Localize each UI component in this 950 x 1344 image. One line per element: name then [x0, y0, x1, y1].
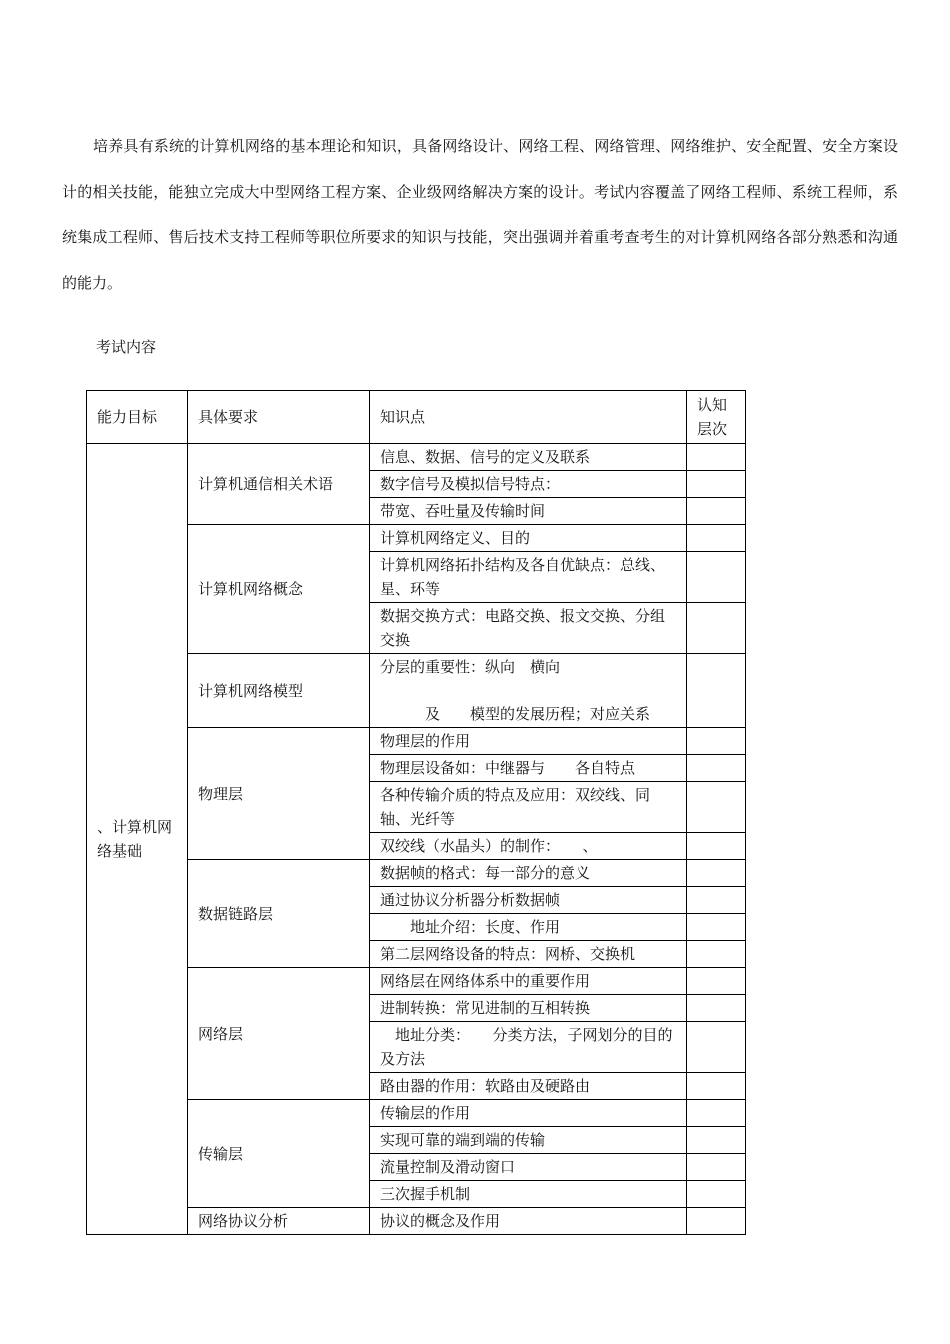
knowledge-cell: 计算机网络拓扑结构及各自优缺点：总线、星、环等 — [370, 552, 687, 603]
syllabus-table — [86, 390, 746, 1235]
knowledge-cell: 信息、数据、信号的定义及联系 — [370, 444, 687, 471]
knowledge-cell: 物理层设备如：中继器与 各自特点 — [370, 755, 687, 782]
header-requirement: 具体要求 — [188, 391, 370, 444]
knowledge-cell: 进制转换：常见进制的互相转换 — [370, 995, 687, 1022]
knowledge-cell: 通过协议分析器分析数据帧 — [370, 887, 687, 914]
knowledge-cell — [370, 654, 687, 728]
intro-paragraph: 培养具有系统的计算机网络的基本理论和知识，具备网络设计、网络工程、网络管理、网络维护、安全配置、安全方案设计的相关技能，能独立完成大中型网络工程方案、企业级网络解决方案的设计。考试内容覆盖了网络工程师、系统工程师，系统集成工程师、售后技术支持工程师等职位所要求的知识与技能，突出强调并着重考查考生的对计算机网络各部分熟悉和沟通的能力。 — [62, 137, 898, 292]
requirement-cell: 计算机通信相关术语 — [188, 444, 370, 525]
knowledge-line: 及 模型的发展历程；对应关系 — [380, 705, 651, 723]
level-cell — [687, 887, 746, 914]
requirement-cell: 数据链路层 — [188, 860, 370, 968]
level-cell — [687, 782, 746, 833]
knowledge-cell: 地址分类： 分类方法，子网划分的目的及方法 — [370, 1022, 687, 1073]
goal-cell: 、计算机网络基础 — [87, 444, 188, 1235]
level-cell — [687, 525, 746, 552]
requirement-cell: 计算机网络模型 — [188, 654, 370, 728]
knowledge-cell: 网络层在网络体系中的重要作用 — [370, 968, 687, 995]
knowledge-cell: 路由器的作用：软路由及硬路由 — [370, 1073, 687, 1100]
level-cell — [687, 941, 746, 968]
knowledge-cell: 数据帧的格式：每一部分的意义 — [370, 860, 687, 887]
level-cell — [687, 471, 746, 498]
knowledge-cell: 各种传输介质的特点及应用：双绞线、同轴、光纤等 — [370, 782, 687, 833]
header-level-line2: 层次 — [697, 420, 728, 438]
knowledge-cell: 第二层网络设备的特点：网桥、交换机 — [370, 941, 687, 968]
knowledge-cell: 协议的概念及作用 — [370, 1208, 687, 1235]
knowledge-cell: 传输层的作用 — [370, 1100, 687, 1127]
level-cell — [687, 1127, 746, 1154]
level-cell — [687, 995, 746, 1022]
level-cell — [687, 654, 746, 728]
knowledge-line: 分层的重要性：纵向 横向 — [380, 658, 561, 676]
knowledge-cell: 数字信号及模拟信号特点： — [370, 471, 687, 498]
header-goal: 能力目标 — [87, 391, 188, 444]
knowledge-cell: 双绞线（水晶头）的制作： 、 — [370, 833, 687, 860]
requirement-cell: 网络层 — [188, 968, 370, 1100]
requirement-cell: 网络协议分析 — [188, 1208, 370, 1235]
knowledge-cell: 流量控制及滑动窗口 — [370, 1154, 687, 1181]
knowledge-cell: 地址介绍：长度、作用 — [370, 914, 687, 941]
table-header-row — [87, 391, 746, 444]
level-cell — [687, 860, 746, 887]
knowledge-cell: 三次握手机制 — [370, 1181, 687, 1208]
knowledge-cell: 物理层的作用 — [370, 728, 687, 755]
level-cell — [687, 603, 746, 654]
knowledge-cell: 计算机网络定义、目的 — [370, 525, 687, 552]
level-cell — [687, 552, 746, 603]
level-cell — [687, 1073, 746, 1100]
level-cell — [687, 755, 746, 782]
level-cell — [687, 1154, 746, 1181]
level-cell — [687, 1100, 746, 1127]
header-level — [687, 391, 746, 444]
requirement-cell: 传输层 — [188, 1100, 370, 1208]
knowledge-cell: 实现可靠的端到端的传输 — [370, 1127, 687, 1154]
level-cell — [687, 1208, 746, 1235]
section-title: 考试内容 — [96, 338, 157, 356]
knowledge-cell: 数据交换方式：电路交换、报文交换、分组交换 — [370, 603, 687, 654]
header-level-line1: 认知 — [697, 396, 728, 414]
level-cell — [687, 728, 746, 755]
level-cell — [687, 498, 746, 525]
level-cell — [687, 833, 746, 860]
level-cell — [687, 1181, 746, 1208]
knowledge-cell: 带宽、吞吐量及传输时间 — [370, 498, 687, 525]
requirement-cell: 物理层 — [188, 728, 370, 860]
level-cell — [687, 1022, 746, 1073]
level-cell — [687, 444, 746, 471]
header-knowledge: 知识点 — [370, 391, 687, 444]
table-row — [87, 444, 746, 471]
level-cell — [687, 968, 746, 995]
level-cell — [687, 914, 746, 941]
requirement-cell: 计算机网络概念 — [188, 525, 370, 654]
